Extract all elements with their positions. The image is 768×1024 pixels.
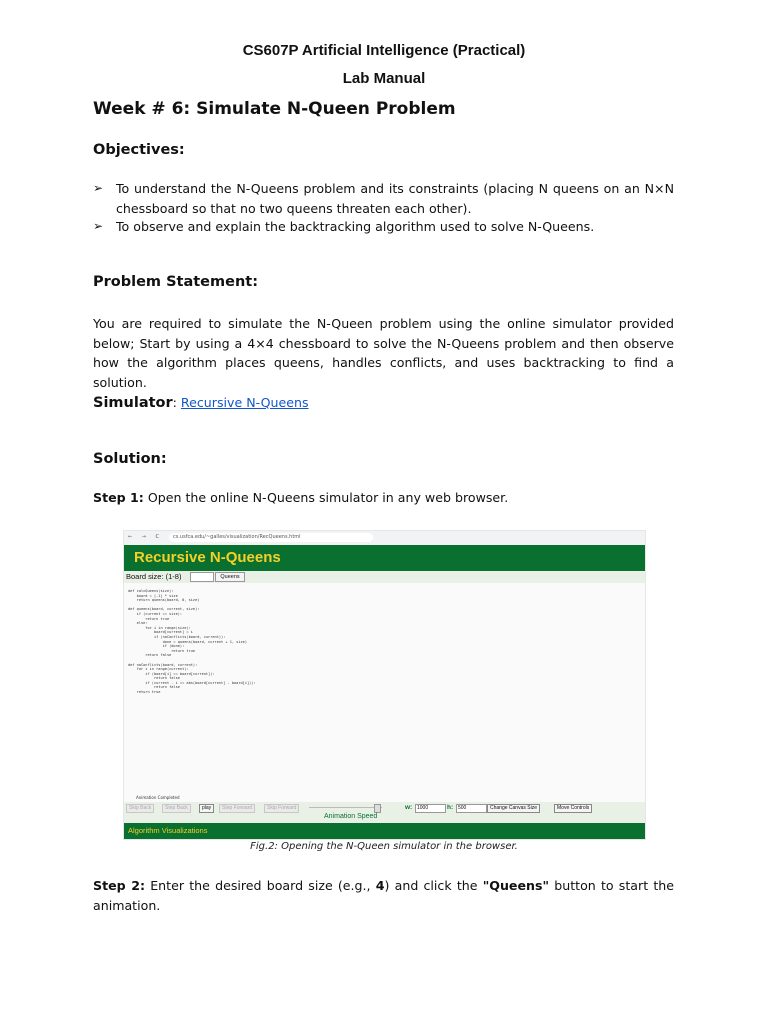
code-listing: [128, 589, 256, 695]
step1: [93, 488, 683, 508]
skip-forward-button: Skip Forward: [264, 804, 299, 813]
problem-heading: Problem Statement:: [93, 274, 259, 290]
width-label: w:: [405, 804, 413, 811]
code-line: return queens(board, 0, size): [128, 598, 200, 603]
course-title: CS607P Artificial Intelligence (Practical): [242, 42, 526, 59]
board-size-input: [190, 572, 214, 582]
browser-url-bar: [124, 531, 645, 546]
simulator-colon: :: [172, 395, 177, 410]
problem-text: You are required to simulate the N-Queen problem using the online simulator provided below; Start by using a 4×4 chessboard to solve the N-Queens problem and then observe how the algorithm places queens, handles conflicts, and uses backtracking to find a solution.: [93, 316, 674, 390]
width-input: 1000: [415, 804, 446, 813]
skip-back-button: Skip Back: [126, 804, 154, 813]
objectives-heading: Objectives:: [93, 142, 185, 158]
step2-size: 4: [375, 878, 385, 893]
app-title: Recursive N-Queens: [134, 549, 281, 566]
code-line: return false: [128, 676, 180, 681]
step2-text-c: button to start the animation.: [93, 878, 674, 913]
step-forward-button: Step Forward: [219, 804, 255, 813]
step1-label: Step 1:: [93, 490, 144, 505]
step2-text-a: Enter the desired board size (e.g.,: [145, 878, 376, 893]
code-line: for i in range(current):: [128, 667, 189, 672]
code-line: return false: [128, 685, 180, 690]
code-line: if (current - i == abs(board[current] - board[i])):: [128, 680, 256, 685]
animation-status: Animation Completed: [136, 795, 180, 800]
week-title: Week # 6: Simulate N-Queen Problem: [93, 99, 456, 119]
step-back-button: Step Back: [162, 804, 191, 813]
step2-text-b: ) and click the: [384, 878, 483, 893]
code-line: return true: [128, 690, 161, 695]
board-size-bar: [124, 571, 645, 583]
arrow-bullet-icon: ➢: [93, 181, 104, 195]
change-canvas-button: Change Canvas Size: [487, 804, 540, 813]
step2-label: Step 2:: [93, 878, 146, 893]
arrow-bullet-icon: ➢: [93, 219, 104, 233]
code-line: def noConflicts(board, current):: [128, 662, 198, 667]
speed-slider-track: [309, 807, 382, 808]
simulator-link[interactable]: Recursive N-Queens: [180, 395, 309, 410]
code-line: def queens(board, current, size):: [128, 607, 200, 612]
app-title-bar: [124, 545, 645, 571]
code-line: def calcQueens(size):: [128, 589, 174, 593]
code-line: if (board[i] == board[current]):: [128, 671, 215, 676]
code-line: return true: [128, 648, 196, 653]
height-label: h:: [447, 804, 454, 811]
code-line: else:: [128, 621, 148, 626]
step2-queens: "Queens": [482, 878, 550, 893]
code-line: for i in range(size):: [128, 625, 191, 630]
queens-button: Queens: [215, 572, 245, 582]
code-line: if (done):: [128, 644, 185, 649]
simulator-label: Simulator: [93, 395, 173, 411]
url-text: cs.usfca.edu/~galles/visualization/RecQueens.html: [169, 533, 373, 542]
manual-title: Lab Manual: [342, 70, 426, 87]
step1-text: Open the online N-Queens simulator in any web browser.: [143, 490, 509, 505]
simulator-screenshot: [123, 530, 646, 840]
footer-text: Algorithm Visualizations: [128, 826, 208, 835]
controls-bar: [124, 802, 645, 823]
code-line: return false: [128, 653, 172, 658]
figure-caption: Fig.2: Opening the N-Queen simulator in the browser.: [250, 841, 518, 852]
play-button: play: [199, 804, 214, 813]
objective-text: To observe and explain the backtracking algorithm used to solve N-Queens.: [116, 219, 595, 234]
height-input: 500: [456, 804, 487, 813]
simulator-line: [93, 393, 309, 414]
objective-item: [93, 217, 674, 237]
step2: [93, 876, 674, 915]
animation-speed-label: Animation Speed: [324, 813, 378, 820]
code-line: if (noConflicts(board, current)):: [128, 634, 226, 639]
objective-text: To understand the N-Queens problem and its constraints (placing N queens on an N×N chessboard so that no two queens threaten each other).: [116, 181, 674, 216]
speed-slider-knob: [374, 804, 381, 813]
objective-item: [93, 179, 674, 218]
code-line: board = [-1] * size: [128, 593, 178, 598]
code-line: done = queens(board, current + 1, size): [128, 639, 247, 644]
move-controls-button: Move Controls: [554, 804, 592, 813]
code-line: return true: [128, 616, 170, 621]
footer-bar: [124, 823, 645, 839]
code-line: if (current == size):: [128, 611, 183, 616]
browser-nav-icons: ← → C: [128, 534, 164, 540]
solution-heading: Solution:: [93, 451, 167, 467]
code-line: board[current] = i: [128, 630, 193, 635]
board-size-label: Board size: (1-8): [126, 572, 182, 581]
